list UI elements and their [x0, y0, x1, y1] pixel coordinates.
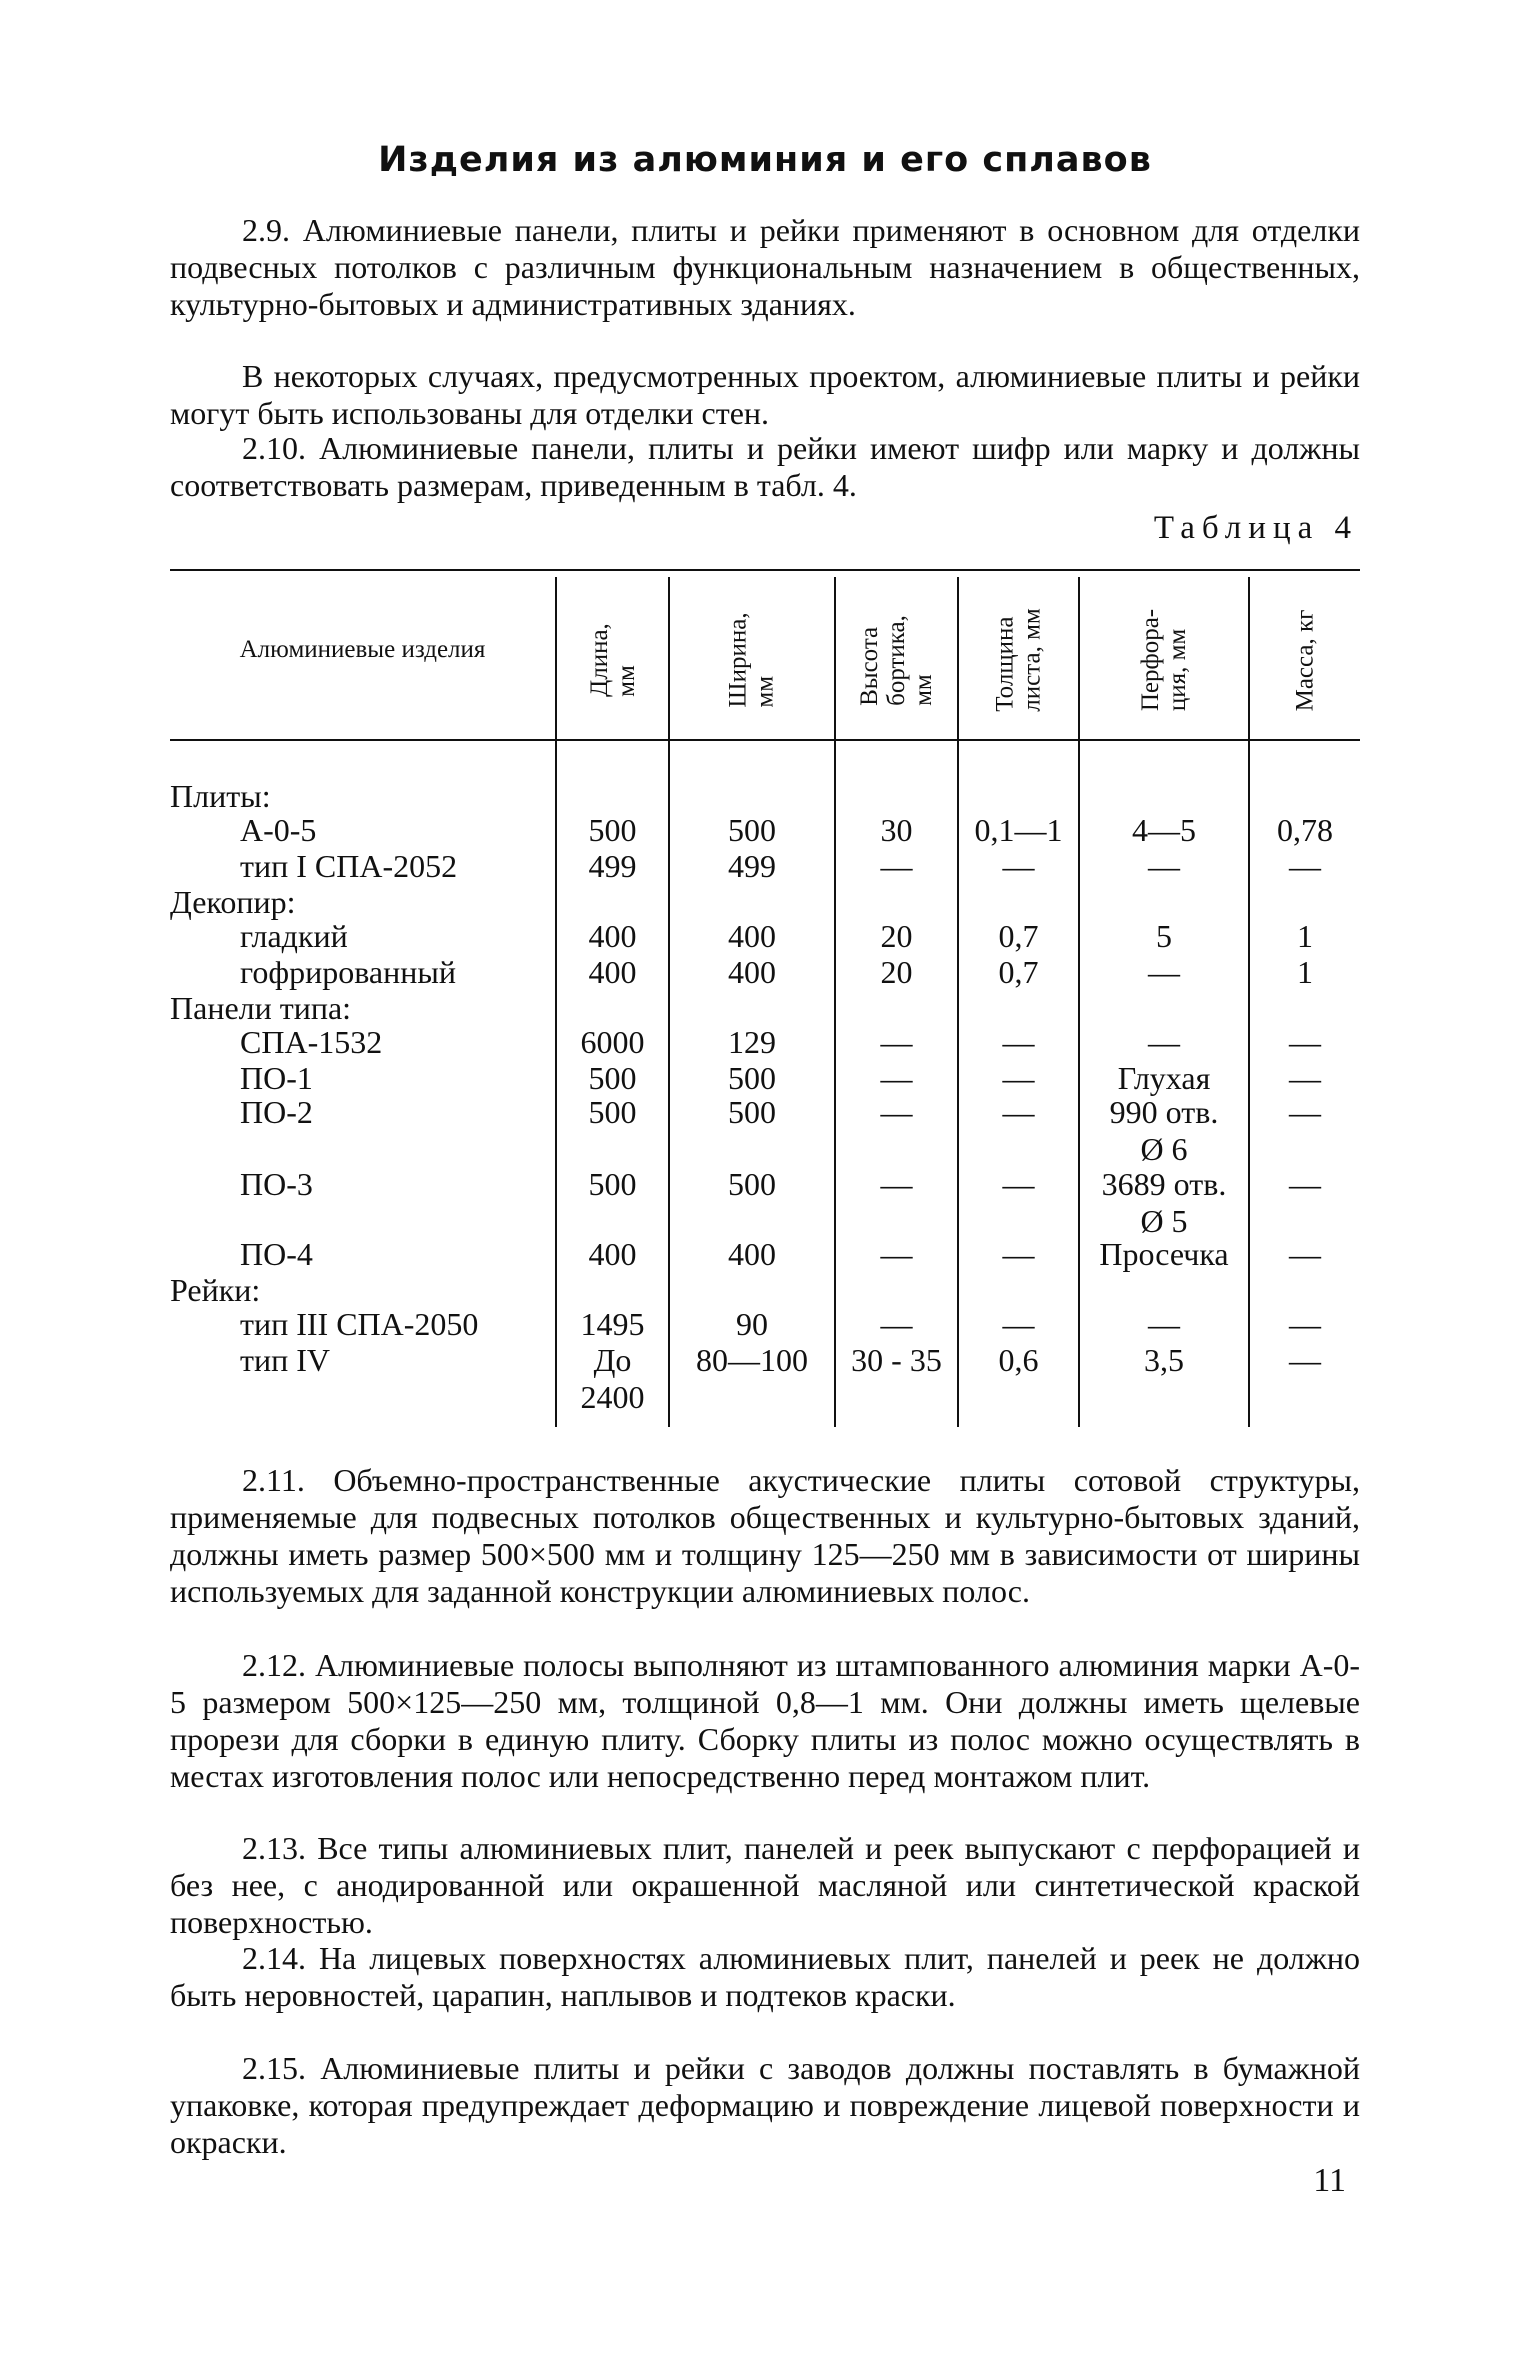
table-row-label: ПО-1: [240, 1060, 313, 1096]
table-row-label: СПА-1532: [240, 1024, 383, 1060]
table-cell-mass: —: [1289, 1236, 1321, 1272]
table-cell-thickness: —: [1002, 848, 1035, 884]
table-cell-length: 499: [588, 848, 637, 884]
table-cell-rim-height: —: [880, 1166, 913, 1202]
table-group-label: Рейки:: [170, 1272, 261, 1308]
table-cell-length: 1495: [580, 1306, 645, 1342]
table-header-perforation: Перфора- ция, мм: [1137, 608, 1191, 712]
table-cell-rim-height: —: [880, 1306, 913, 1342]
table-cell-mass: —: [1289, 1060, 1321, 1096]
table-cell-width: 500: [728, 1166, 776, 1202]
table-cell-width: 500: [728, 1094, 776, 1130]
table-cell-thickness: —: [1002, 1166, 1035, 1202]
table-cell-width: 80—100: [696, 1342, 808, 1378]
table-cell-perforation: —: [1148, 848, 1180, 884]
table-row-label: тип I СПА-2052: [240, 848, 458, 884]
table-group-label: Плиты:: [170, 778, 271, 814]
table-row-label: А-0-5: [240, 812, 317, 848]
table-cell-width: 129: [728, 1024, 776, 1060]
table-cell-perforation: 3689 отв. Ø 5: [1101, 1166, 1227, 1239]
table-cell-rim-height: —: [880, 1024, 913, 1060]
table-cell-perforation: —: [1148, 954, 1180, 990]
table-cell-mass: —: [1289, 1306, 1321, 1342]
table-cell-length: 400: [588, 918, 637, 954]
paragraph-2-15: 2.15. Алюминиевые плиты и рейки с заводов должны поставлять в бумажной упаковке, которая предупреждает деформацию и повреждение лицевой поверхности и окраски.: [170, 2050, 1360, 2160]
paragraph-walls: В некоторых случаях, предусмотренных проектом, алюминиевые плиты и рейки могут быть использованы для отделки стен.: [170, 358, 1360, 431]
table-cell-perforation: 3,5: [1144, 1342, 1184, 1378]
table-cell-perforation: —: [1148, 1024, 1180, 1060]
table-cell-rim-height: —: [880, 848, 913, 884]
table-cell-width: 400: [728, 954, 776, 990]
table-header-length: Длина, мм: [585, 623, 640, 697]
table-cell-width: 500: [728, 1060, 776, 1096]
table-cell-width: 400: [728, 1236, 776, 1272]
table-cell-mass: —: [1289, 1094, 1321, 1130]
table-header-rim-height: Высота бортика, мм: [856, 614, 937, 706]
table-cell-mass: 1: [1297, 918, 1313, 954]
table-header-products: Алюминиевые изделия: [239, 636, 486, 663]
paragraph-2-12: 2.12. Алюминиевые полосы выполняют из штампованного алюминия марки А-0-5 размером 500×125—250 мм, толщиной 0,8—1 мм. Они должны иметь щелевые прорези для сборки в единую плиту. Сборку плиты из полос можно осуществлять в местах изготовления полос или непосредственно перед монтажом плит.: [170, 1647, 1360, 1794]
table-top-rule: [170, 569, 1360, 571]
table-row-label: ПО-2: [240, 1094, 313, 1130]
table-header-width: Ширина, мм: [724, 612, 779, 708]
table-cell-length: 400: [588, 1236, 637, 1272]
table-row-label: тип III СПА-2050: [240, 1306, 479, 1342]
table-cell-mass: —: [1289, 1166, 1321, 1202]
table-cell-thickness: 0,7: [998, 954, 1039, 990]
table-cell-thickness: —: [1002, 1094, 1035, 1130]
table-group-label: Декопир:: [170, 884, 296, 920]
table-cell-perforation: —: [1148, 1306, 1180, 1342]
table-cell-thickness: 0,7: [998, 918, 1039, 954]
table-row-label: гофрированный: [240, 954, 456, 990]
table-cell-rim-height: 20: [880, 918, 913, 954]
section-heading: Изделия из алюминия и его сплавов: [378, 140, 1152, 180]
table-cell-length: 6000: [580, 1024, 645, 1060]
table-cell-length: 500: [588, 1060, 637, 1096]
table-cell-rim-height: 30 - 35: [851, 1342, 942, 1378]
table-cell-thickness: —: [1002, 1060, 1035, 1096]
table-cell-length: 500: [588, 812, 637, 848]
table-cell-rim-height: 30: [880, 812, 913, 848]
paragraph-2-11: 2.11. Объемно-пространственные акустические плиты сотовой структуры, применяемые для подвесных потолков общественных и культурно-бытовых зданий, должны иметь размер 500×500 мм и толщину 125—250 мм в зависимости от ширины используемых для заданной конструкции алюминиевых полос.: [170, 1462, 1360, 1609]
table-cell-rim-height: 20: [880, 954, 913, 990]
table-header-mass: Масса, кг: [1291, 609, 1319, 711]
table-cell-rim-height: —: [880, 1094, 913, 1130]
table-cell-length: 500: [588, 1094, 637, 1130]
table-row-label: гладкий: [240, 918, 348, 954]
table-cell-length: 400: [588, 954, 637, 990]
table-cell-mass: —: [1289, 1342, 1321, 1378]
table-group-label: Панели типа:: [170, 990, 352, 1026]
table-cell-mass: 1: [1297, 954, 1313, 990]
table-cell-thickness: —: [1002, 1236, 1035, 1272]
table-cell-perforation: 4—5: [1132, 812, 1196, 848]
table-cell-perforation: 5: [1156, 918, 1172, 954]
paragraph-2-14: 2.14. На лицевых поверхностях алюминиевых плит, панелей и реек не должно быть неровностей, царапин, наплывов и подтеков краски.: [170, 1940, 1360, 2013]
table-cell-width: 400: [728, 918, 776, 954]
table-cell-perforation: Просечка: [1099, 1236, 1229, 1272]
table-cell-length: 500: [588, 1166, 637, 1202]
table-caption: Таблица 4: [1153, 510, 1358, 546]
table-cell-rim-height: —: [880, 1060, 913, 1096]
table-cell-width: 500: [728, 812, 776, 848]
table-header-sheet-thickness: Толщина листа, мм: [991, 608, 1046, 712]
table-row-label: тип IV: [240, 1342, 330, 1378]
paragraph-2-10: 2.10. Алюминиевые панели, плиты и рейки имеют шифр или марку и должны соответствовать размерам, приведенным в табл. 4.: [170, 430, 1360, 503]
table-cell-width: 90: [736, 1306, 768, 1342]
table-cell-thickness: 0,1—1: [974, 812, 1063, 848]
table-row-label: ПО-3: [240, 1166, 313, 1202]
table-cell-thickness: 0,6: [998, 1342, 1039, 1378]
table-cell-rim-height: —: [880, 1236, 913, 1272]
table-cell-width: 499: [728, 848, 776, 884]
table-cell-mass: 0,78: [1277, 812, 1333, 848]
table-cell-thickness: —: [1002, 1024, 1035, 1060]
table-cell-length: До 2400: [580, 1342, 645, 1415]
page-number: 11: [1313, 2162, 1346, 2199]
table-row-label: ПО-4: [240, 1236, 313, 1272]
table-cell-mass: —: [1289, 848, 1321, 884]
table-cell-perforation: 990 отв. Ø 6: [1109, 1094, 1219, 1167]
table-cell-perforation: Глухая: [1117, 1060, 1211, 1096]
table-cell-thickness: —: [1002, 1306, 1035, 1342]
paragraph-2-9: 2.9. Алюминиевые панели, плиты и рейки применяют в основном для отделки подвесных потолков с различным функциональным назначением в общественных, культурно-бытовых и административных зданиях.: [170, 212, 1360, 322]
paragraph-2-13: 2.13. Все типы алюминиевых плит, панелей и реек выпускают с перфорацией и без нее, с анодированной или окрашенной масляной или синтетической краской поверхностью.: [170, 1830, 1360, 1940]
table-cell-mass: —: [1289, 1024, 1321, 1060]
